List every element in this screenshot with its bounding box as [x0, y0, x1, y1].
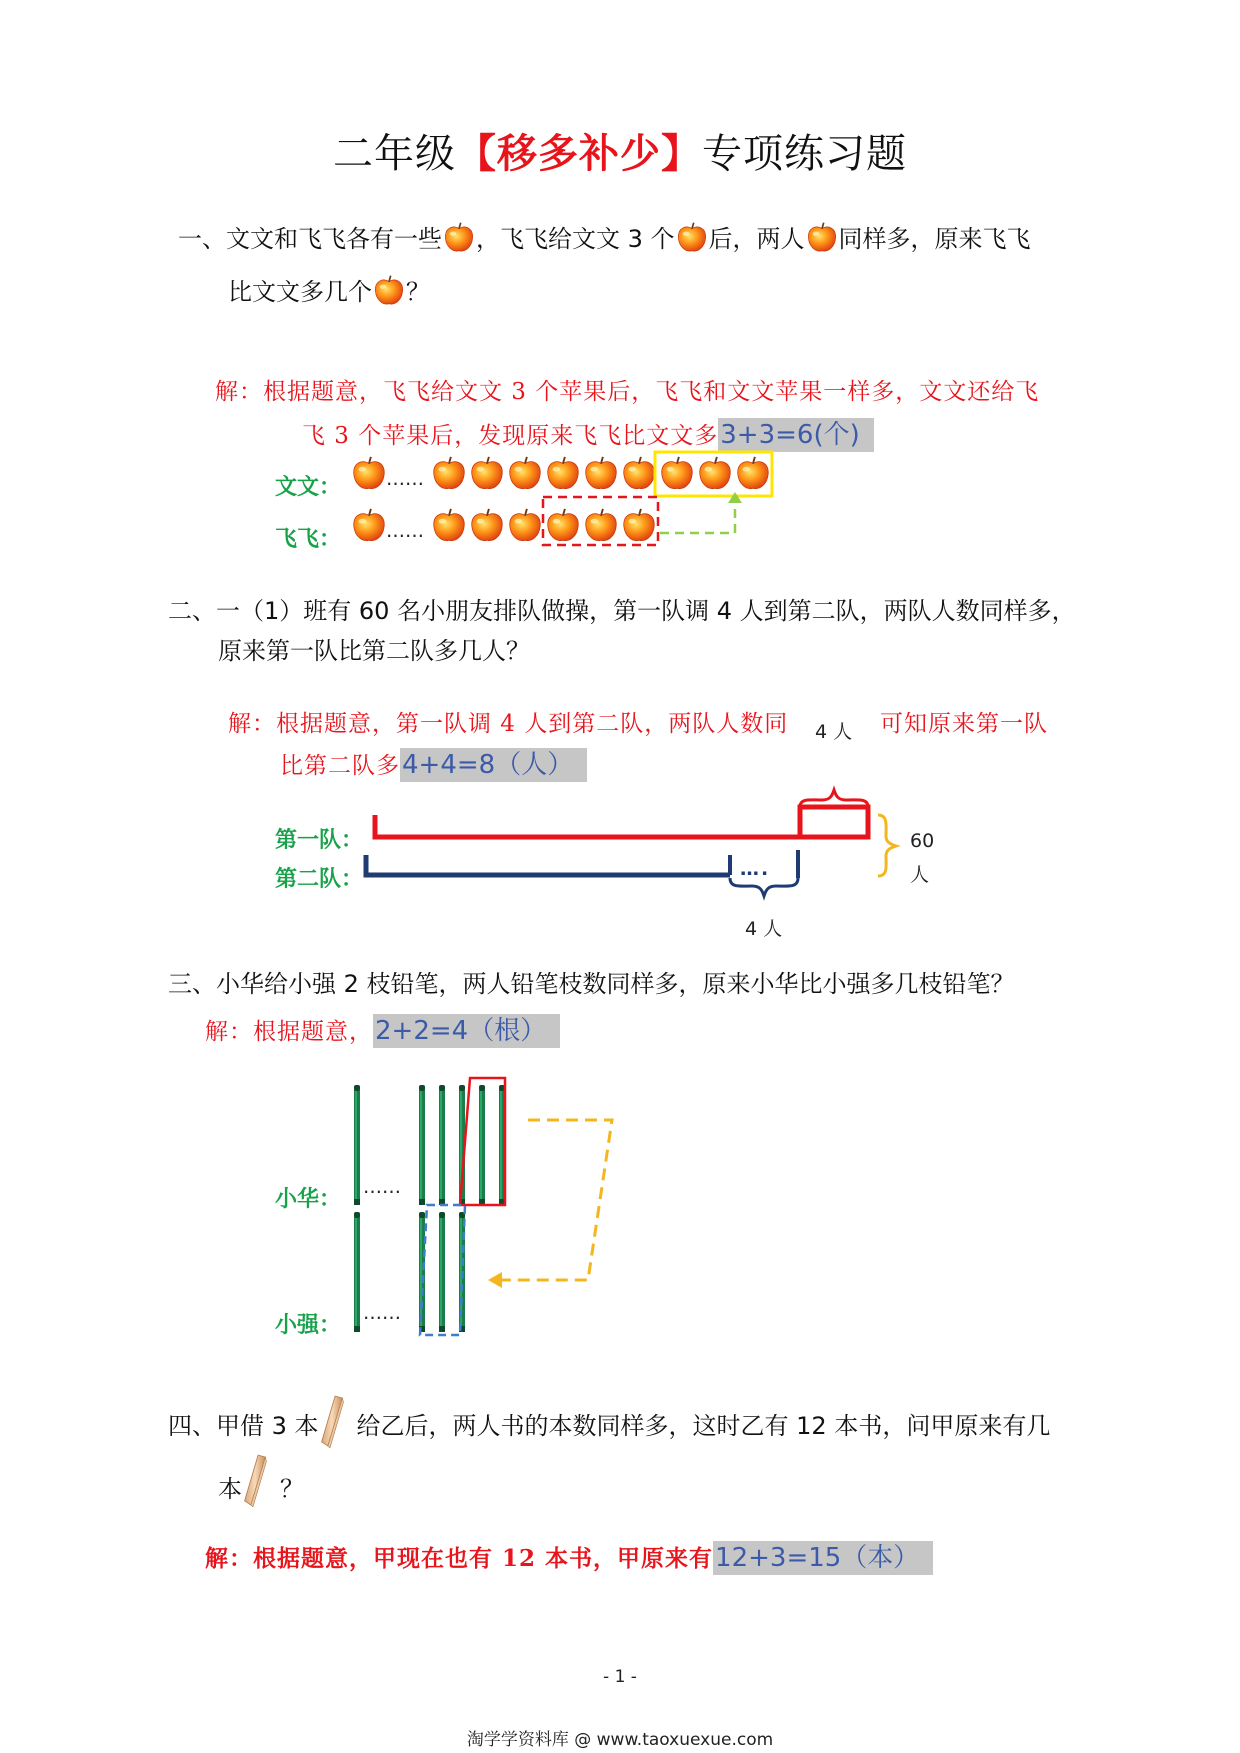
q2-label-team2: 第二队：	[275, 867, 364, 892]
q2-question-line2: 原来第一队比第二队多几人？	[218, 637, 530, 665]
q3-label-xiaohua: 小华：	[275, 1187, 342, 1212]
title-suffix: 专项练习题	[702, 131, 907, 177]
q4-answer: 12+3=15（本）	[713, 1541, 933, 1575]
book-icon	[319, 1394, 345, 1448]
q3-label-xiaoqiang: 小强：	[275, 1313, 342, 1338]
book-icon	[242, 1453, 268, 1507]
q1-answer: 3+3=6(个)	[718, 418, 873, 452]
pencil-icon	[354, 1085, 360, 1205]
q1-text-3: 后，两人	[708, 225, 805, 253]
q2-question-line1: 二、一（1）班有 60 名小朋友排队做操，第一队调 4 人到第二队，两队人数同样多，	[168, 597, 1076, 625]
page-number: - 1 -	[603, 1667, 637, 1687]
pencil-icon	[479, 1085, 485, 1205]
q1-label-feifei: 飞飞：	[275, 527, 342, 552]
q3-transfer-arrow	[500, 1120, 612, 1280]
q4-solution-line	[205, 1537, 933, 1574]
q2-answer: 4+4=8（人）	[400, 748, 587, 782]
q1-text-5: 比文文多几个	[228, 278, 372, 306]
q1-text-4: 同样多，原来飞飞	[838, 225, 1031, 253]
q4-question-line2	[218, 1453, 304, 1513]
q2-solution-b: 可知原来第一队	[880, 711, 1048, 737]
q4-text-3: 本	[218, 1475, 242, 1503]
q3-answer: 2+2=4（根）	[373, 1014, 560, 1048]
footer-source: 淘学学资料库 @ www.taoxuexue.com	[466, 1730, 774, 1750]
q1-label-wenwen: 文文：	[275, 475, 342, 500]
q3-solution-text: 解：根据题意，	[205, 1019, 373, 1045]
q2-note-bottom: 4 人	[745, 918, 783, 940]
q2-total-unit: 人	[910, 864, 930, 886]
q4-text-1: 四、甲借 3 本	[168, 1412, 319, 1440]
q4-text-4: ？	[280, 1475, 304, 1503]
q2-solution-text: 比第二队多	[280, 753, 400, 779]
pencil-icon	[439, 1085, 445, 1205]
pencil-icon	[439, 1212, 445, 1332]
q2-label-team1: 第一队：	[275, 828, 364, 853]
q1-text-2: ，飞飞给文文 3 个	[476, 225, 675, 253]
q1-text-1: 一、文文和飞飞各有一些	[178, 225, 442, 253]
q4-question-line1	[168, 1394, 1050, 1454]
q1-text-6: ？	[406, 278, 430, 306]
q1-solution-text: 飞 3 个苹果后，发现原来飞飞比文文多	[302, 423, 719, 449]
title-prefix: 二年级	[333, 131, 456, 177]
q1-dots-b: ……	[386, 520, 424, 542]
title-highlight: 【移多补少】	[456, 131, 702, 177]
pencil-icon	[354, 1212, 360, 1332]
q3-dots-b: ……	[363, 1302, 401, 1324]
q3-arrow-head	[488, 1272, 502, 1288]
q2-note-top: 4 人	[815, 721, 853, 743]
q4-text-2: 给乙后，两人书的本数同样多，这时乙有 12 本书，问甲原来有几	[356, 1412, 1051, 1440]
q1-dots-a: ……	[386, 468, 424, 490]
q4-solution-text: 解：根据题意，甲现在也有 12 本书，甲原来有	[205, 1545, 714, 1572]
q1-solution-line1: 解：根据题意，飞飞给文文 3 个苹果后，飞飞和文文苹果一样多，文文还给飞	[215, 379, 1040, 405]
pencil-icon	[419, 1085, 425, 1205]
pencil-icon	[419, 1212, 425, 1332]
q3-question-line1: 三、小华给小强 2 枝铅笔，两人铅笔枝数同样多，原来小华比小强多几枝铅笔？	[168, 970, 1015, 998]
q2-dots: ….	[740, 858, 771, 880]
q3-dots-a: ……	[363, 1176, 401, 1198]
q2-solution-a: 解：根据题意，第一队调 4 人到第二队，两队人数同	[228, 711, 789, 737]
q2-total-number: 60	[910, 830, 935, 852]
